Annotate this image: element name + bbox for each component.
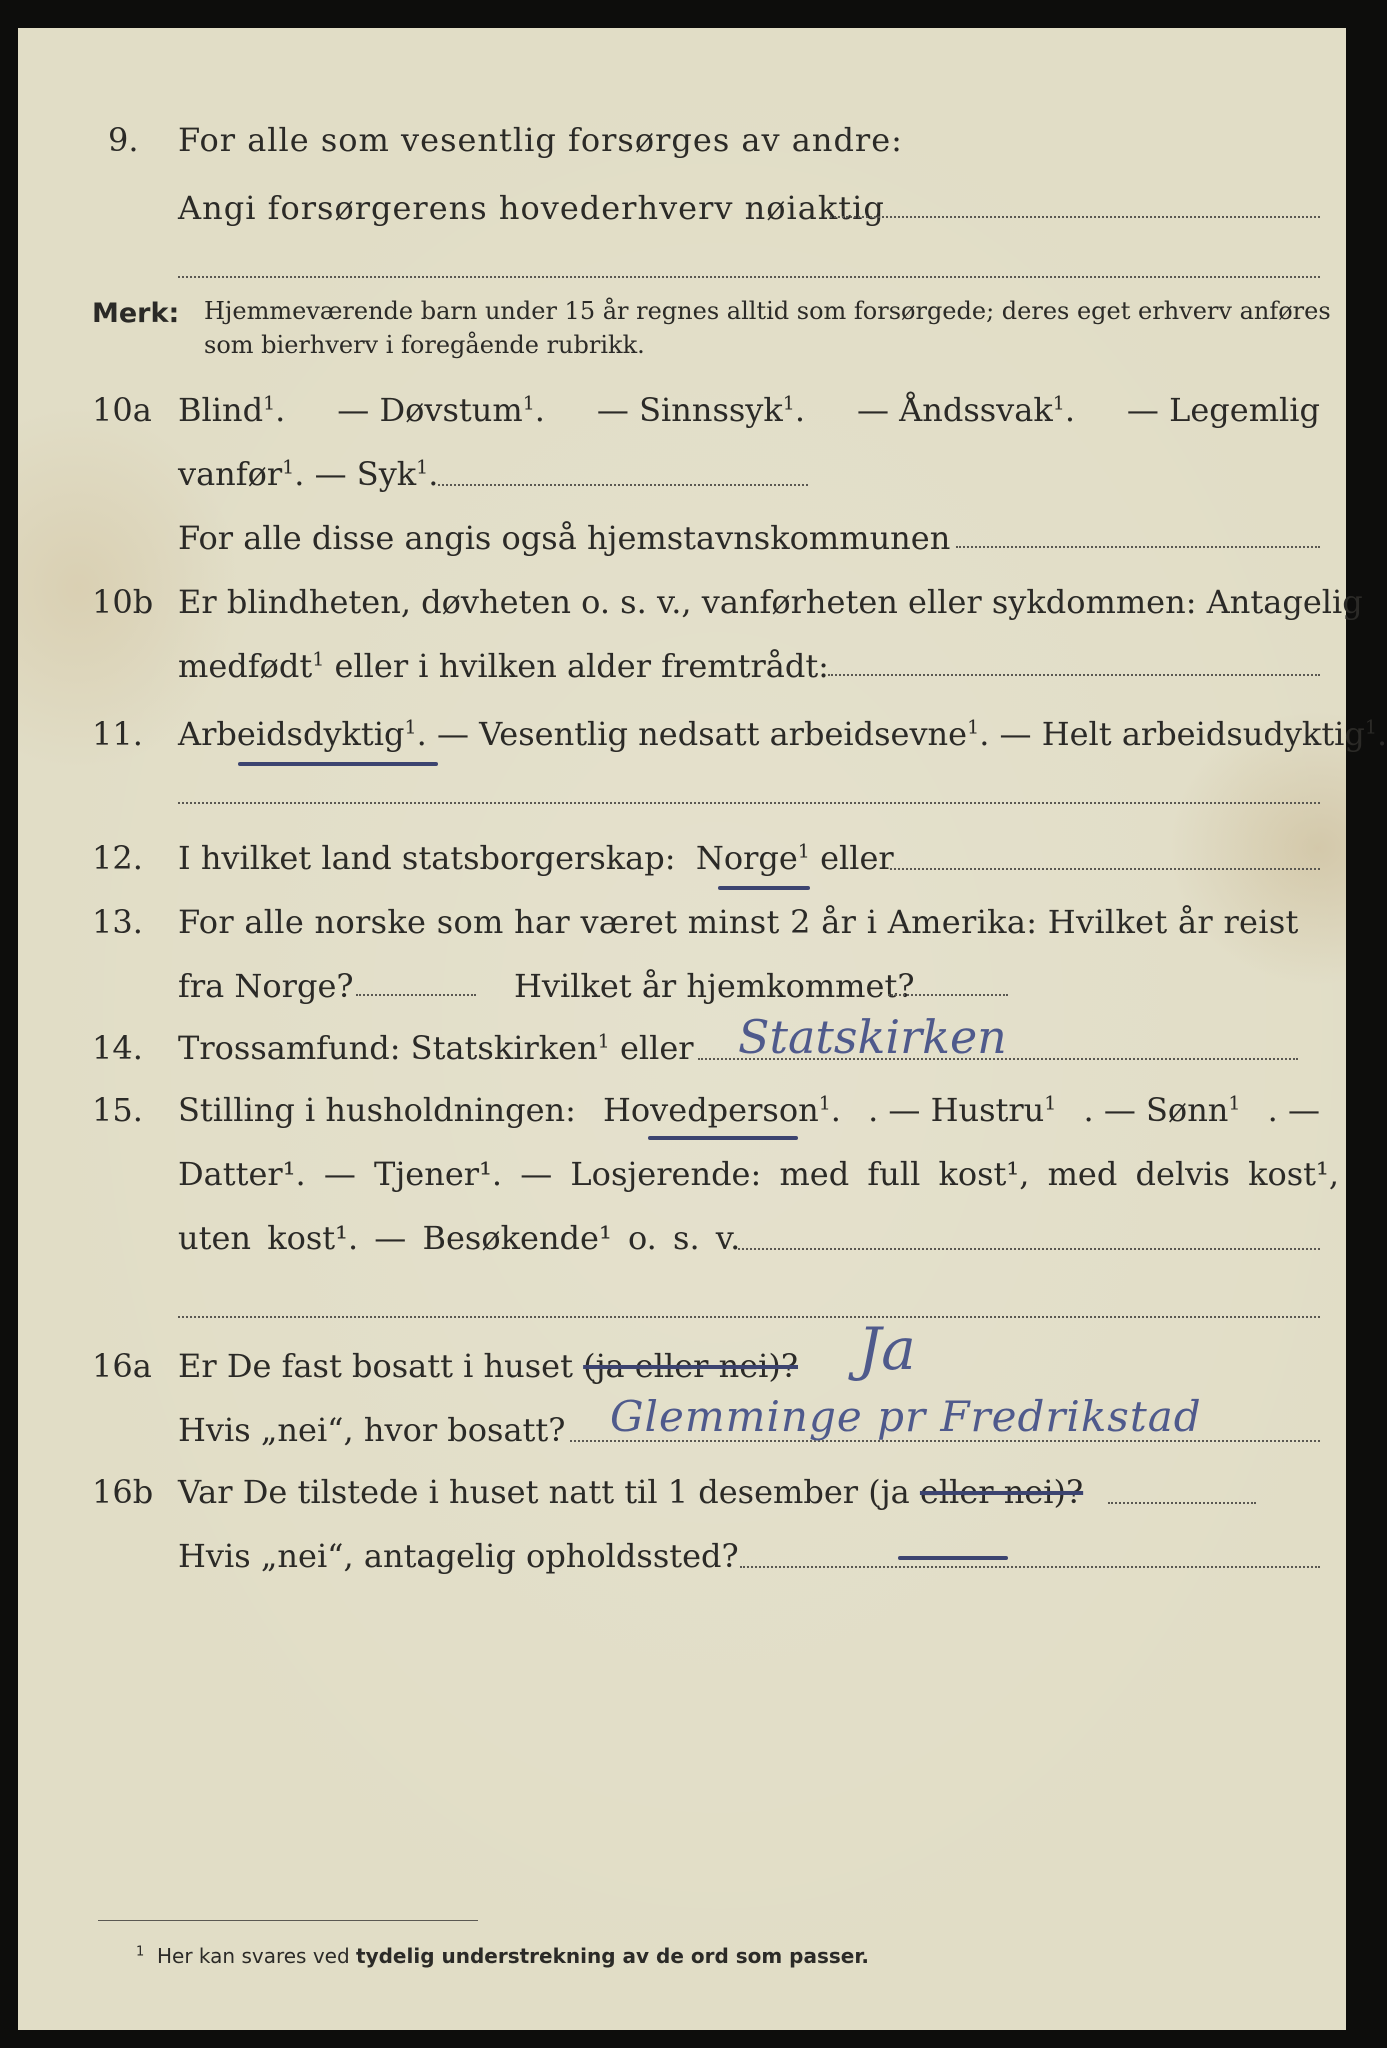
underline-hovedperson [648,1136,798,1140]
q15-answer-line[interactable] [738,1248,1320,1250]
q10b-line1: Er blindheten, døvheten o. s. v., vanførheten eller sykdommen: Antagelig [178,583,1363,621]
q9-answer-line-2[interactable] [178,276,1320,278]
q10a-line2: vanfør$^1$. — Syk$^1$. [178,455,439,493]
q16a-number: 16a [92,1347,152,1385]
q10a-line1 [178,390,1320,430]
q12-number: 12. [92,839,143,877]
q14-line: Trossamfund: Statskirken$^1$ eller [178,1029,694,1067]
merk-note: Hjemmeværende barn under 15 år regnes alltid som forsørgede; deres eget erhverv anføres som bierhverv i foregående rubrikk. [204,297,1331,359]
q9-line1: For alle som vesentlig forsørges av andre: [178,121,903,159]
footnote: $^1$ Her kan svares ved tydelig understrekning av de ord som passer. [136,1944,869,1968]
q16b-number: 16b [92,1473,154,1511]
q15-number: 15. [92,1091,143,1129]
underline-norge [718,886,810,890]
option-dovstum: — Døvstum$^1$. [337,391,545,429]
option-legemlig: — Legemlig [1126,391,1320,429]
q14-handwritten-answer[interactable]: Statskirken [738,1010,1007,1064]
q16b-whereabouts-line[interactable] [740,1566,1320,1568]
q10a-answer-line[interactable] [438,484,808,486]
underline-arbeidsdyktig [238,762,438,766]
q13-line2b: Hvilket år hjemkommet? [514,967,915,1005]
q9-number: 9. [108,121,139,159]
option-blind: Blind$^1$. [178,391,286,429]
q10a-number: 10a [92,391,152,429]
q16b-line2: Hvis „nei“, antagelig opholdssted? [178,1537,739,1575]
q15-line3: uten kost¹. — Besøkende¹ o. s. v. [178,1219,741,1257]
q16a-line2: Hvis „nei“, hvor bosatt? [178,1411,566,1449]
q9-line2: Angi forsørgerens hovederhverv nøiaktig [178,189,885,227]
q11-number: 11. [92,715,143,753]
q10a-line3: For alle disse angis også hjemstavnskommunen [178,519,951,557]
q13-return-line[interactable] [888,994,1008,996]
q10b-number: 10b [92,583,154,621]
q13-number: 13. [92,903,143,941]
q16a-handwritten-answer[interactable]: Ja [858,1315,916,1383]
q16a-line1: Er De fast bosatt i huset (ja eller nei)? [178,1347,799,1385]
q16b-dash-answer [898,1556,1008,1560]
option-andssvak: — Åndssvak$^1$. [856,391,1075,429]
q9-answer-line[interactable] [830,216,1320,218]
q11-answer-line[interactable] [178,802,1320,804]
q15-line1: Stilling i husholdningen: Hovedperson$^1$. . — Hustru$^1$ . — Sønn$^1$ . — [178,1091,1320,1129]
merk-label: Merk: [92,298,180,329]
q13-departure-line[interactable] [356,994,476,996]
q15-answer-line-2[interactable] [178,1316,1320,1318]
q13-line1: For alle norske som har været minst 2 år i Amerika: Hvilket år reist [178,903,1299,941]
q10b-answer-line[interactable] [828,674,1320,676]
footnote-rule [98,1920,478,1921]
q14-number: 14. [92,1029,143,1067]
q16b-line1: Var De tilstede i huset natt til 1 desember (ja eller nei)? [178,1473,1084,1511]
census-form-page [18,28,1387,2030]
q15-line2: Datter¹. — Tjener¹. — Losjerende: med full kost¹, med delvis kost¹, [178,1155,1340,1193]
q10b-line2: medfødt$^1$ eller i hvilken alder fremtrådt: [178,647,829,685]
option-sinnssyk: — Sinnssyk$^1$. [596,391,806,429]
q12-line: I hvilket land statsborgerskap: Norge$^1$ eller [178,839,894,877]
q16b-answer-line[interactable] [1108,1502,1256,1504]
q13-line2a: fra Norge? [178,967,354,1005]
q10a-municipality-line[interactable] [956,546,1320,548]
q11-line: Arbeidsdyktig$^1$. — Vesentlig nedsatt arbeidsevne$^1$. — Helt arbeidsudyktig$^1$. [178,715,1387,753]
q16a-handwritten-residence[interactable]: Glemminge pr Fredrikstad [610,1392,1202,1441]
q12-answer-line[interactable] [890,868,1320,870]
